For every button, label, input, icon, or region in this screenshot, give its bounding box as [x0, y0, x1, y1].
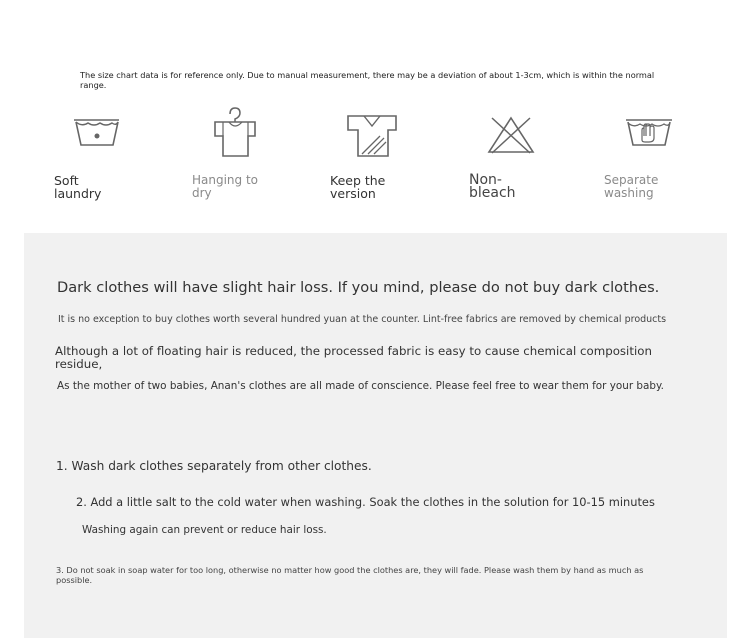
info-line-1: It is no exception to buy clothes worth several hundred yuan at the counter. Lint-free fabrics are removed by chemical products [58, 314, 667, 325]
info-line-3: As the mother of two babies, Anan's clothes are all made of conscience. Please feel free to wear them for your baby. [57, 380, 664, 392]
headline: Dark clothes will have slight hair loss. If you mind, please do not buy dark clothes. [57, 279, 660, 296]
tip-2-continued: Washing again can prevent or reduce hair loss. [82, 524, 327, 536]
info-panel [24, 233, 727, 638]
care-label-keep-the-version: Keep the version [330, 173, 386, 201]
info-line-2: Although a lot of floating hair is reduced, the processed fabric is easy to cause chemical composition residue, [55, 344, 652, 371]
non-bleach-icon [486, 115, 536, 155]
hanging-to-dry-icon [211, 106, 261, 158]
keep-the-version-icon [346, 114, 398, 158]
size-note: The size chart data is for reference only. Due to manual measurement, there may be a deviation of about 1-3cm, which is within the normal range. [80, 70, 655, 90]
tip-1: 1. Wash dark clothes separately from other clothes. [56, 459, 372, 473]
tip-2: 2. Add a little salt to the cold water when washing. Soak the clothes in the solution for 10-15 minutes [76, 495, 655, 509]
care-label-non-bleach: Non-bleach [469, 172, 516, 201]
soft-laundry-icon [72, 118, 124, 150]
tip-3: 3. Do not soak in soap water for too long, otherwise no matter how good the clothes are, they will fade. Please wash them by hand as much as possible. [56, 565, 644, 585]
separate-washing-icon [624, 118, 674, 150]
care-label-hanging-to-dry: Hanging to dry [192, 173, 259, 200]
care-label-separate-washing: Separate washing [604, 173, 659, 200]
care-label-soft-laundry: Soft laundry [54, 173, 102, 201]
